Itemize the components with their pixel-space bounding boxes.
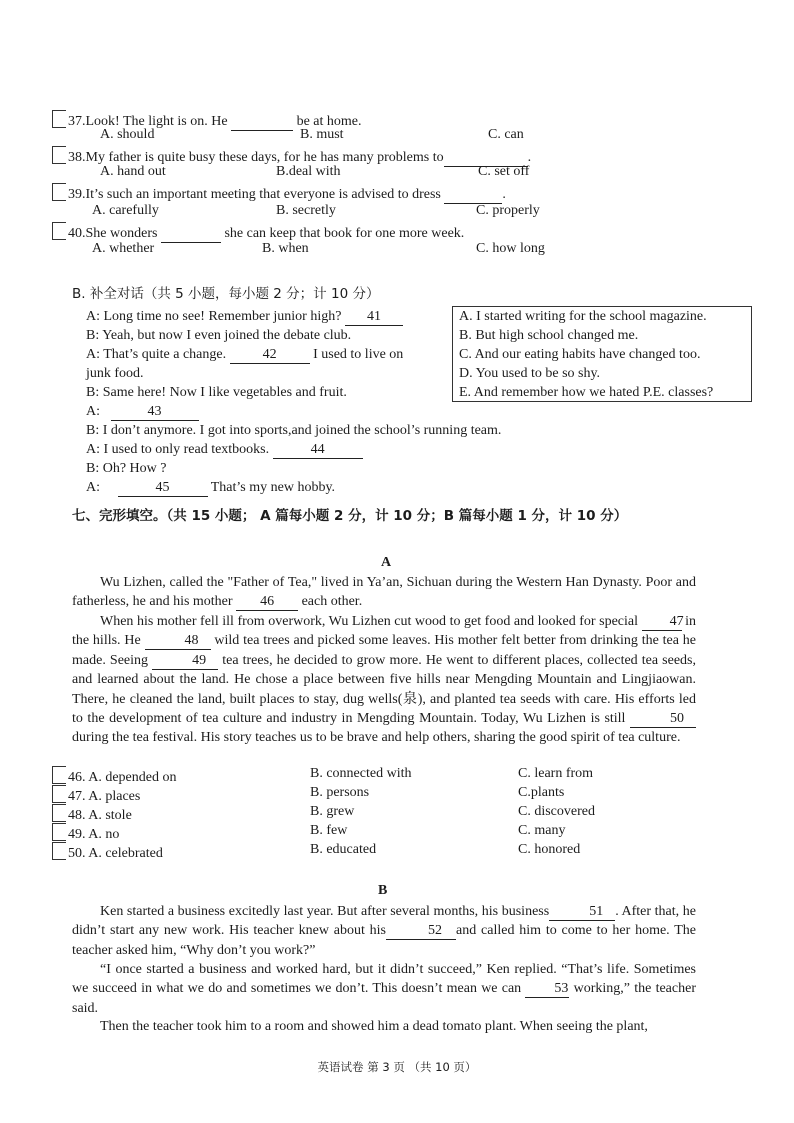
dialogue-line: A: 45 That’s my new hobby.: [86, 480, 336, 495]
part-b-paragraph-1: Ken started a business excitedly last year. But after several months, his business 51 . After that, he didn’t start any new work. His teacher knew about his 52 and called him to come to her home. The teacher asked him, “Why don’t you work?”: [72, 904, 696, 958]
answer-box[interactable]: [52, 842, 66, 860]
option-b: B. persons: [310, 785, 370, 800]
answer-box[interactable]: [52, 804, 66, 822]
part-a-paragraph-1: Wu Lizhen, called the "Father of Tea," lived in Ya’an, Sichuan during the Western Han Dynasty. Poor and fatherless, he and his mother 46 each other.: [72, 575, 696, 610]
option-c: C. properly: [476, 203, 540, 218]
option-b: B. secretly: [276, 203, 336, 218]
answer-box[interactable]: [52, 785, 66, 803]
answer-box[interactable]: [52, 222, 66, 240]
option-c: C. learn from: [518, 766, 594, 781]
dialogue-line: A: 43: [86, 403, 199, 421]
dialogue-line: A: That’s quite a change. 42 I used to live on: [86, 347, 404, 362]
question-text: she can keep that book for one more week.: [220, 226, 465, 241]
option-a: A. no: [88, 827, 120, 842]
answer-blank: 49: [152, 653, 218, 670]
option-a: A. should: [100, 127, 155, 142]
part-a-paragraph-2: When his mother fell ill from overwork, Wu Lizhen cut wood to get food and looked for special 47 in the hills. He 48 wild tea trees and picked some leaves. His mother felt better from drinking the tea he made. Seeing 49 tea trees, he decided to grow more. He went to different places, collected tea seeds, and learned about the land. He chose a place between five hills near Mengding Mountain and Lingjiaowan. There, he cleaned the land, built places to stay, dug wells(泉), and planted tea seeds with care. His efforts led to the development of tea culture and industry in Mengding Mountain. Today, Wu Lizhen is still 50 during the tea festival. His story teaches us to be brave and help others, sharing the good spirit of tea culture.: [72, 614, 697, 746]
answer-blank: 46: [236, 594, 298, 611]
dialogue-line: A: I used to only read textbooks. 44: [86, 441, 363, 459]
option-a: A. places: [88, 789, 141, 804]
dialogue-line: B: Same here! Now I like vegetables and fruit.: [86, 385, 347, 400]
option-b: B. when: [262, 241, 309, 256]
question-number: 47.: [68, 789, 86, 804]
option-a: A. stole: [88, 808, 132, 823]
option-a: A. carefully: [92, 203, 159, 218]
option-a: A. hand out: [100, 164, 166, 179]
question-number: 50.: [68, 846, 86, 861]
dialogue-option: D. You used to be so shy.: [459, 366, 601, 381]
dialogue-option: A. I started writing for the school magazine.: [459, 309, 707, 324]
section-7-heading: 七、完形填空。（共 15 小题； A 篇每小题 2 分，计 10 分；B 篇每小题 1 分，计 10 分）: [72, 508, 628, 524]
answer-blank: [444, 187, 502, 204]
option-c: C. how long: [476, 241, 545, 256]
answer-blank: 52: [386, 923, 456, 940]
option-b: B. educated: [310, 842, 377, 857]
option-b: B. must: [300, 127, 344, 142]
answer-blank: 45: [118, 480, 208, 497]
question-number: 49.: [68, 827, 86, 842]
option-c: C.plants: [518, 785, 565, 800]
dialogue-option: C. And our eating habits have changed too.: [459, 347, 701, 362]
option-a: A. whether: [92, 241, 155, 256]
dialogue-option: B. But high school changed me.: [459, 328, 639, 343]
option-b: B. grew: [310, 804, 355, 819]
part-a-title: A: [381, 555, 392, 570]
answer-blank: 41: [345, 309, 403, 326]
option-a: A. depended on: [88, 770, 177, 785]
dialogue-line: A: Long time no see! Remember junior high? 41: [86, 308, 403, 326]
option-b: B. connected with: [310, 766, 412, 781]
option-b: B. few: [310, 823, 348, 838]
question-text: .: [527, 150, 532, 165]
dialogue-line: B: Oh? How ?: [86, 461, 167, 476]
dialogue-option: E. And remember how we hated P.E. classes?: [459, 385, 714, 400]
answer-blank: 53: [525, 981, 569, 998]
dialogue-line: B: Yeah, but now I even joined the debate club.: [86, 328, 352, 343]
option-c: C. discovered: [518, 804, 595, 819]
question-text: .: [502, 187, 506, 202]
option-c: C. set off: [478, 164, 530, 179]
answer-blank: 42: [230, 347, 310, 364]
answer-blank: 50: [630, 711, 696, 728]
option-b: B.deal with: [276, 164, 341, 179]
question-number: 46.: [68, 770, 86, 785]
answer-blank: 47: [642, 614, 682, 631]
section-b-heading: B. 补全对话（共 5 小题，每小题 2 分；计 10 分）: [72, 286, 380, 302]
question-text: be at home.: [293, 114, 362, 129]
dialogue-line: B: I don’t anymore. I got into sports,and joined the school’s running team.: [86, 423, 502, 438]
question-text: She wonders: [85, 226, 161, 241]
option-a: A. celebrated: [88, 846, 163, 861]
answer-box[interactable]: [52, 766, 66, 784]
question-number: 40.: [68, 226, 86, 241]
answer-blank: 51: [549, 904, 615, 921]
answer-blank: 43: [111, 404, 199, 421]
answer-box[interactable]: [52, 110, 66, 128]
answer-box[interactable]: [52, 823, 66, 841]
dialogue-options-box: [452, 306, 752, 402]
dialogue-line: junk food.: [86, 366, 144, 381]
question-text: It’s such an important meeting that everyone is advised to dress: [85, 187, 445, 202]
question-text: My father is quite busy these days, for he has many problems to: [85, 150, 444, 165]
answer-blank: 44: [273, 442, 363, 459]
answer-blank: [231, 114, 293, 131]
page-footer: 英语试卷 第 3 页 （共 10 页）: [317, 1060, 477, 1074]
option-c: C. can: [488, 127, 524, 142]
part-b-title: B: [378, 883, 388, 898]
part-b-paragraph-3: Then the teacher took him to a room and showed him a dead tomato plant. When seeing the plant,: [100, 1019, 648, 1034]
answer-blank: 48: [145, 633, 211, 650]
question-number: 37.: [68, 114, 86, 129]
part-b-paragraph-2: “I once started a business and worked hard, but it didn’t succeed,” Ken replied. “That’s life. Sometimes we succeed in what we do and sometimes we don’t. This doesn’t mean we can 53 working,” the teacher said.: [72, 962, 696, 1016]
answer-blank: [161, 226, 221, 243]
answer-box[interactable]: [52, 146, 66, 164]
question-number: 48.: [68, 808, 86, 823]
question-text: Look! The light is on. He: [85, 114, 232, 129]
option-c: C. many: [518, 823, 566, 838]
answer-box[interactable]: [52, 183, 66, 201]
question-number: 39.: [68, 187, 86, 202]
option-c: C. honored: [518, 842, 581, 857]
question-number: 38.: [68, 150, 86, 165]
